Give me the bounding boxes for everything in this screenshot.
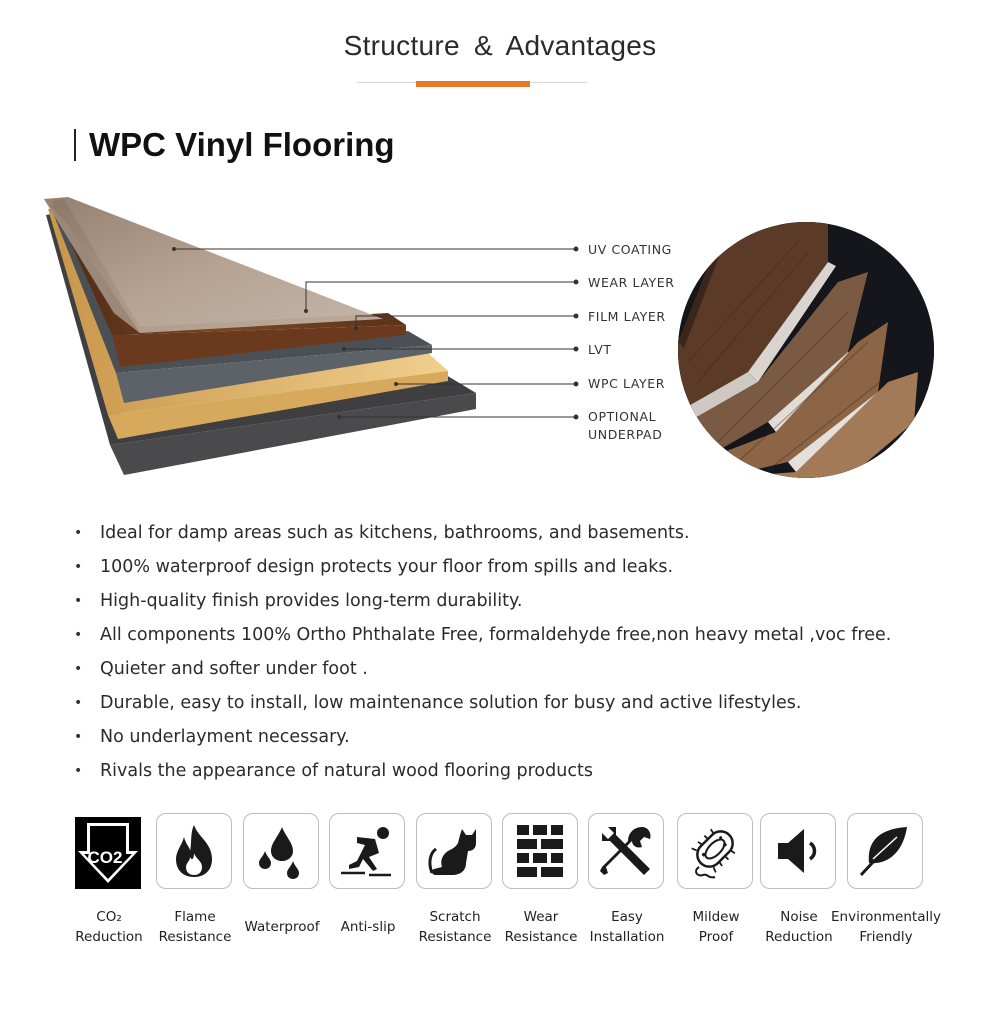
list-item — [74, 652, 974, 686]
benefit-label: Anti-slip — [340, 919, 396, 935]
label-underpad: UNDERPAD — [588, 427, 663, 442]
skater-icon — [329, 813, 405, 889]
benefit-label: Flame Resistance — [158, 909, 232, 945]
list-item — [74, 754, 974, 788]
section-title — [74, 128, 395, 162]
bullet-icon: • — [74, 729, 83, 745]
list-item — [74, 618, 974, 652]
benefit-label: Environmentally Friendly — [831, 909, 941, 945]
flame-icon — [156, 813, 232, 889]
bricks-icon — [502, 813, 578, 889]
label-wear-layer: WEAR LAYER — [588, 275, 675, 290]
plank-stack-photo — [678, 222, 934, 478]
page-header — [0, 30, 1000, 62]
layer-structure-diagram — [28, 185, 708, 500]
water-drops-icon — [243, 813, 319, 889]
bullet-icon: • — [74, 627, 83, 643]
bullet-icon: • — [74, 559, 83, 575]
label-lvt: LVT — [588, 342, 612, 357]
bullet-icon: • — [74, 695, 83, 711]
list-item — [74, 720, 974, 754]
feature-text: Rivals the appearance of natural wood flooring products — [100, 761, 593, 781]
speaker-icon — [760, 813, 836, 889]
list-item — [74, 550, 974, 584]
feature-text: 100% waterproof design protects your floor from spills and leaks. — [100, 557, 674, 577]
label-film-layer: FILM LAYER — [588, 309, 666, 324]
page-title: Structure & Advantages — [343, 30, 657, 61]
bullet-icon: • — [74, 593, 83, 609]
section-title-bar — [74, 129, 76, 161]
benefit-label: Easy Installation — [589, 909, 665, 945]
feature-text: Quieter and softer under foot . — [100, 659, 368, 679]
microbe-icon — [677, 813, 753, 889]
list-item — [74, 686, 974, 720]
bullet-icon: • — [74, 525, 83, 541]
benefit-icons-row — [0, 813, 1000, 963]
tools-icon — [588, 813, 664, 889]
feature-text: Ideal for damp areas such as kitchens, bathrooms, and basements. — [100, 523, 690, 543]
plank-stack-illustration — [678, 222, 934, 478]
section-title-text: WPC Vinyl Flooring — [89, 126, 395, 163]
leaf-icon — [847, 813, 923, 889]
co2-glyph: CO2 — [87, 848, 123, 867]
bullet-icon: • — [74, 763, 83, 779]
feature-text: Durable, easy to install, low maintenance solution for busy and active lifestyles. — [100, 693, 802, 713]
feature-text: No underlayment necessary. — [100, 727, 350, 747]
list-item — [74, 584, 974, 618]
benefit-label: Scratch Resistance — [418, 909, 492, 945]
benefit-label: Mildew Proof — [692, 909, 740, 945]
label-uv-coating: UV COATING — [588, 242, 672, 257]
benefit-label: Wear Resistance — [504, 909, 578, 945]
bullet-icon: • — [74, 661, 83, 677]
feature-list — [74, 516, 974, 788]
benefit-label: Waterproof — [244, 919, 320, 935]
feature-text: All components 100% Ortho Phthalate Free, formaldehyde free,non heavy metal ,voc free. — [100, 625, 892, 645]
benefit-label: CO₂ Reduction — [75, 909, 143, 945]
label-optional: OPTIONAL — [588, 409, 657, 424]
co2-reduction-icon — [75, 817, 141, 889]
cat-icon — [416, 813, 492, 889]
list-item — [74, 516, 974, 550]
benefit-label: Noise Reduction — [765, 909, 833, 945]
header-accent-bar — [416, 81, 530, 87]
label-wpc-layer: WPC LAYER — [588, 376, 666, 391]
feature-text: High-quality finish provides long-term durability. — [100, 591, 523, 611]
